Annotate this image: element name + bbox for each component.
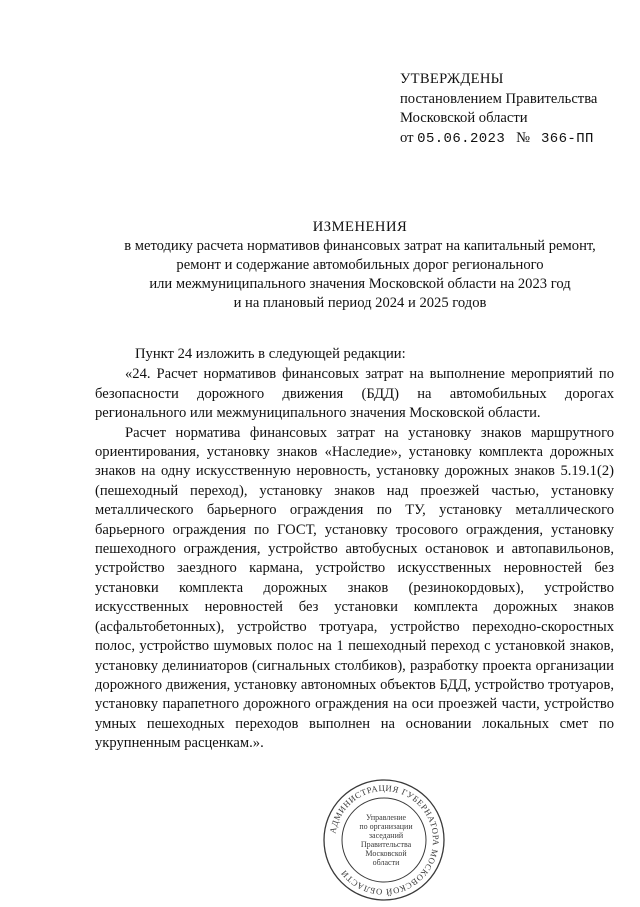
seal-center-line: Правительства <box>360 840 412 849</box>
official-seal <box>322 778 446 902</box>
document-body <box>95 345 614 754</box>
approval-number: 366-ПП <box>541 130 594 147</box>
seal-center-line: Московской <box>365 849 407 858</box>
paragraph-calculation: Расчет норматива финансовых затрат на установку знаков маршрутного ориентирования, установку знаков «Наследие», установку комплекта дорожных знаков на одну искусственную неровность, установку дорожных знаков 5.19.1(2) (пешеходный переход), установку знаков над проезжей частью, установку металлического барьерного ограждения по ТУ, установку металлического барьерного ограждения по ГОСТ, установку тросового ограждения, установку пешеходного ограждения, устройство автобусных остановок и автопавильонов, устройство заездного кармана, устройство искусственных неровностей без установки комплекта дорожных знаков (резинокордовых), устройство искусственных неровностей без установки комплекта дорожных знаков (асфальтобетонных), устройство тротуара, устройство переходно-скоростных полос, устройство шумовых полос на 1 пешеходный переход с установкой знаков, установку делиниаторов (сигнальных столбиков), разработку проекта организации дорожного движения, установку автономных объектов БДД, устройство тротуаров, установку парапетного дорожного ограждения на оси проезжей части, устройство умных пешеходных переходов выполнен на основании локальных смет по укрупненным расценкам.». <box>95 424 614 752</box>
seal-center-line: области <box>372 858 400 867</box>
seal-center-line: по организации <box>359 822 413 831</box>
approval-date-line <box>400 129 630 150</box>
approval-heading: УТВЕРЖДЕНЫ <box>400 71 504 87</box>
title-line-3: или межмуниципального значения Московской области на 2023 год <box>149 276 571 292</box>
title-line-2: ремонт и содержание автомобильных дорог регионального <box>176 257 544 273</box>
number-sign: № <box>516 129 531 146</box>
paragraph-24: «24. Расчет нормативов финансовых затрат на выполнение мероприятий по безопасности дорожного движения (БДД) на автомобильных дорогах регионального или межмуниципального значения Московской области. <box>95 366 614 422</box>
title-line-1: в методику расчета нормативов финансовых затрат на капитальный ремонт, <box>124 238 596 254</box>
approval-line-2: Московской области <box>400 110 528 126</box>
approval-date: 05.06.2023 <box>417 130 506 147</box>
seal-graphic <box>322 778 446 902</box>
seal-center-line: заседаний <box>368 831 404 840</box>
date-prefix: от <box>400 129 414 146</box>
seal-center-line: Управление <box>365 813 407 822</box>
approval-line-1: постановлением Правительства <box>400 90 598 107</box>
intro-paragraph: Пункт 24 изложить в следующей редакции: <box>135 346 406 362</box>
title-line-4: и на плановый период 2024 и 2025 годов <box>233 295 487 311</box>
document-title-block <box>60 218 640 313</box>
document-title: ИЗМЕНЕНИЯ <box>312 219 408 235</box>
seal-ring-text: АДМИНИСТРАЦИЯ ГУБЕРНАТОРА МОСКОВСКОЙ ОБЛАСТИ <box>327 782 442 898</box>
approval-block <box>400 70 630 149</box>
